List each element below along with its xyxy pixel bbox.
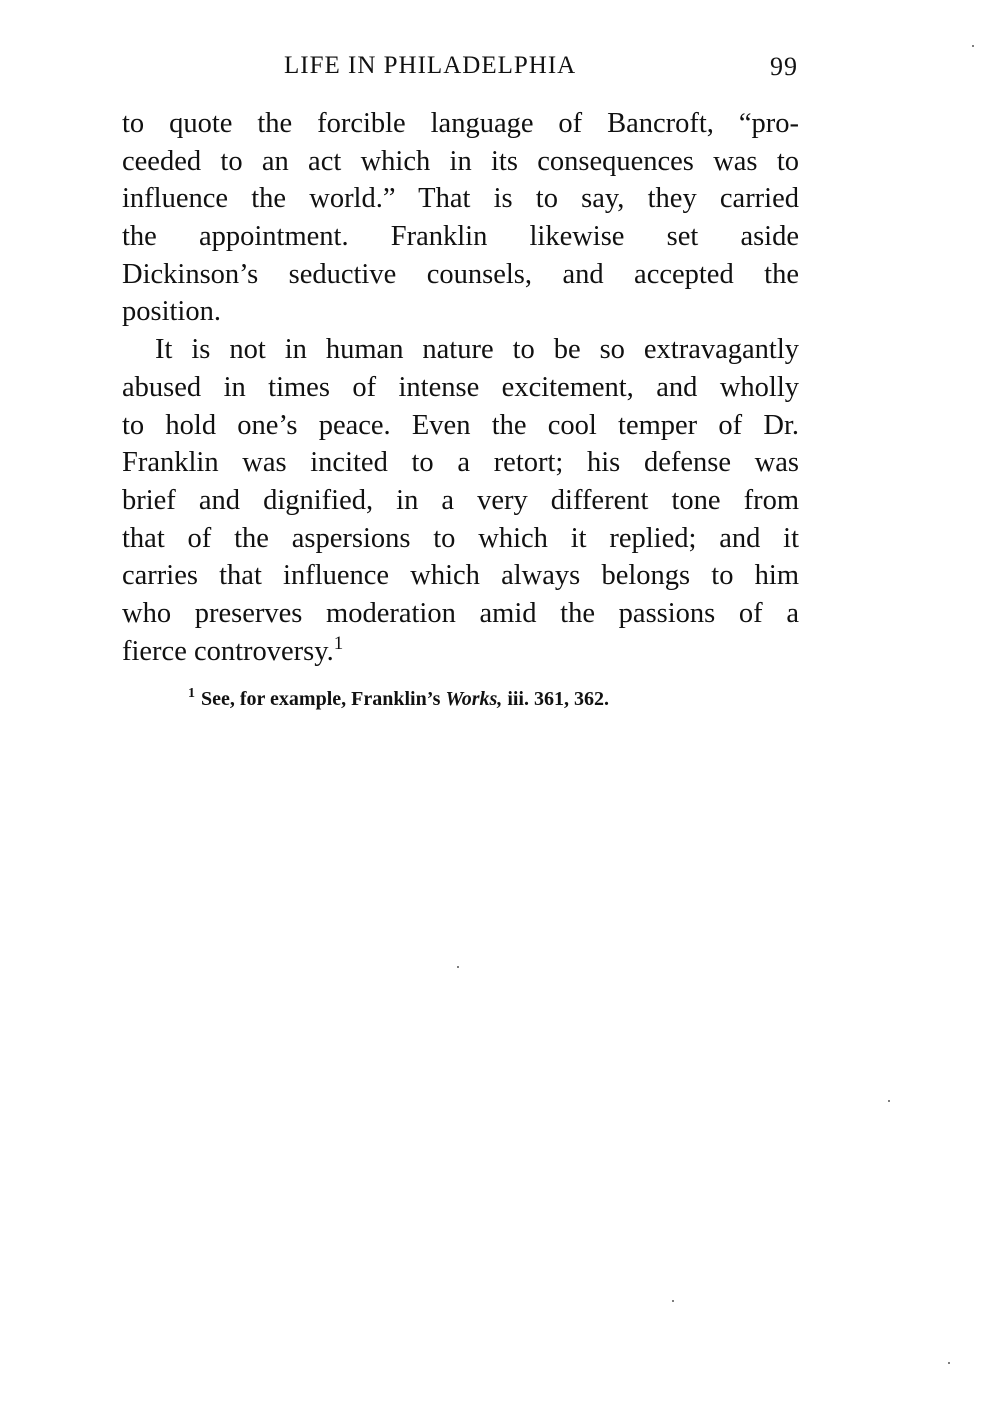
footnote-work-title: Works,	[445, 688, 503, 710]
footnote-reference: 1	[333, 632, 344, 654]
paper-speck	[672, 1300, 674, 1302]
text-line: carries that influence which always belongs to him	[122, 560, 799, 592]
footnote-text-after: iii. 361, 362.	[502, 688, 609, 710]
paragraph-1	[122, 105, 799, 331]
text-line-content: fierce controversy.	[122, 635, 334, 667]
text-line: that of the aspersions to which it replied; and it	[122, 522, 799, 554]
text-line: the appointment. Franklin likewise set aside	[122, 221, 799, 253]
text-line: Franklin was incited to a retort; his defense was	[122, 447, 799, 479]
paper-speck	[972, 45, 974, 47]
text-line: brief and dignified, in a very different tone from	[122, 484, 799, 516]
text-line: ceeded to an act which in its consequences was to	[122, 145, 799, 177]
body-text	[122, 105, 799, 670]
text-line: to hold one’s peace. Even the cool temper of Dr.	[122, 409, 799, 441]
text-line-final	[122, 633, 799, 671]
text-line: abused in times of intense excitement, and wholly	[122, 371, 799, 403]
text-line: to quote the forcible language of Bancroft, “pro-	[122, 108, 799, 139]
running-head	[122, 52, 800, 86]
running-title: LIFE IN PHILADELPHIA	[284, 52, 577, 79]
text-line: influence the world.” That is to say, they carried	[122, 183, 799, 215]
paper-speck	[948, 1362, 950, 1364]
text-line: position.	[122, 296, 221, 328]
footnote-text-before: See, for example, Franklin’s	[201, 688, 446, 710]
text-line: Dickinson’s seductive counsels, and accepted the	[122, 258, 799, 290]
footnote	[188, 688, 609, 711]
paragraph-2	[122, 331, 799, 670]
page-number: 99	[770, 52, 798, 81]
paper-speck	[457, 966, 459, 968]
paper-speck	[888, 1100, 890, 1102]
footnote-marker: 1	[188, 686, 195, 701]
text-line: who preserves moderation amid the passions of a	[122, 597, 799, 629]
text-line: It is not in human nature to be so extravagantly	[155, 334, 799, 366]
